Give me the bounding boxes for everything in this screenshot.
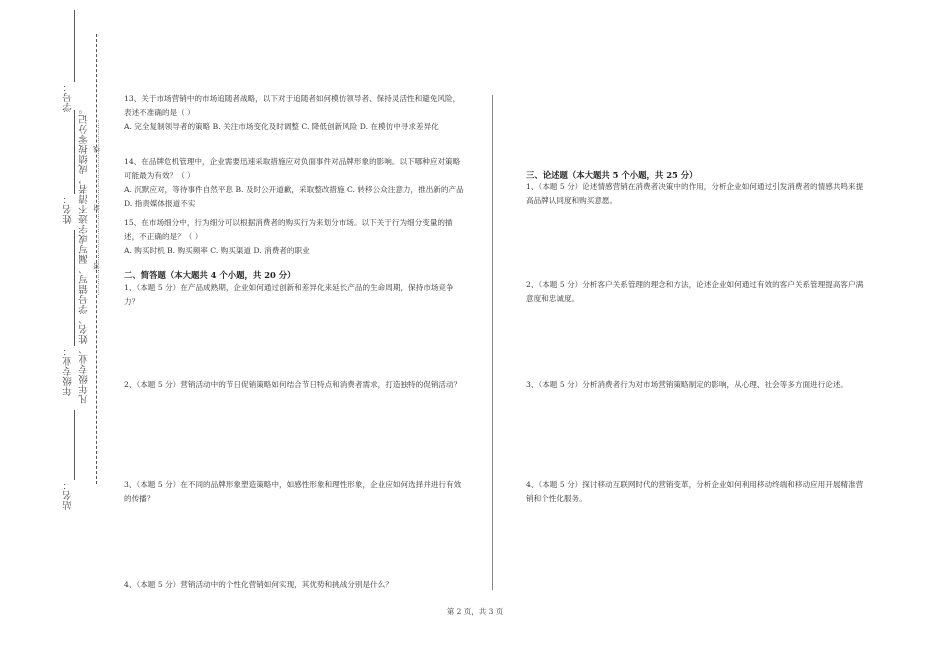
seal-line: …………密……………………封……………………线………… bbox=[93, 120, 101, 296]
warning-text: 凡年级专业、姓名、学号错写、漏写或字迹不清者，成绩按零分记。 bbox=[79, 104, 90, 404]
page-number: 第 2 页，共 3 页 bbox=[446, 607, 504, 616]
station-label: 站名： bbox=[63, 480, 74, 510]
column-divider bbox=[492, 95, 493, 590]
section-2-title: 二、简答题（本大题共 4 个小题，共 20 分） bbox=[124, 270, 296, 280]
short-answer-1 bbox=[124, 281, 464, 309]
question-14-stem: 14、在品牌危机管理中，企业需要迅速采取措施应对负面事件对品牌形象的影响。以下哪种应对策略可能最为有效？（ ） bbox=[124, 157, 461, 180]
short-answer-2-text: 2、（本题 5 分）营销活动中的节日促销策略如何结合节日特点和消费者需求，打造独特的促销活动？ bbox=[124, 380, 462, 389]
question-13-stem: 13、关于市场营销中的市场追随者战略，以下对于追随者如何模仿领导者、保持灵活性和避免风险，表述不准确的是（ ） bbox=[124, 94, 461, 117]
question-15 bbox=[124, 216, 464, 258]
question-14-options: A. 沉默应对，等待事件自然平息 B. 及时公开道歉，采取整改措施 C. 转移公众注意力，推出新的产品 D. 指责媒体报道不实 bbox=[124, 185, 464, 208]
major-label: 年级专业： bbox=[63, 346, 74, 396]
section-3-title: 三、论述题（本大题共 5 个小题，共 25 分） bbox=[526, 170, 698, 180]
cut-line bbox=[96, 34, 97, 484]
question-13 bbox=[124, 92, 464, 134]
short-answer-3 bbox=[124, 478, 464, 506]
name-label: 姓名： bbox=[63, 194, 74, 224]
essay-2-text: 2、（本题 5 分）分析客户关系管理的理念和方法，论述企业如何通过有效的客户关系管理提高客户满意度和忠诚度。 bbox=[526, 280, 864, 303]
short-answer-3-text: 3、（本题 5 分）在不同的品牌形象塑造策略中，如感性形象和理性形象，企业应如何选择并进行有效的传播？ bbox=[124, 480, 462, 503]
essay-3-text: 3、（本题 5 分）分析消费者行为对市场营销策略制定的影响，从心理、社会等多方面进行论述。 bbox=[526, 380, 849, 389]
short-answer-4-text: 4、（本题 5 分）营销活动中的个性化营销如何实现，其优势和挑战分别是什么？ bbox=[124, 580, 393, 589]
student-id-label: 学号： bbox=[63, 82, 74, 112]
essay-4-text: 4、（本题 5 分）探讨移动互联网时代的营销变革，分析企业如何利用移动终端和移动应用开展精准营销和个性化服务。 bbox=[526, 480, 864, 503]
question-14 bbox=[124, 155, 464, 211]
essay-3 bbox=[526, 378, 866, 392]
essay-1 bbox=[526, 180, 866, 208]
question-15-stem: 15、在市场细分中，行为细分可以根据消费者的购买行为来划分市场。以下关于行为细分变量的描述，不正确的是？（ ） bbox=[124, 218, 453, 241]
name-line-mid bbox=[74, 110, 75, 194]
major-line bbox=[74, 230, 75, 346]
question-15-options: A. 购买时机 B. 购买频率 C. 购买渠道 D. 消费者的职业 bbox=[124, 246, 310, 255]
question-13-options: A. 完全复制领导者的策略 B. 关注市场变化及时调整 C. 降低创新风险 D. 在模仿中寻求差异化 bbox=[124, 122, 439, 131]
binding-margin bbox=[0, 0, 110, 672]
short-answer-2 bbox=[124, 378, 464, 392]
name-line-top bbox=[74, 10, 75, 82]
essay-4 bbox=[526, 478, 866, 506]
essay-1-text: 1、（本题 5 分）论述情感营销在消费者决策中的作用，分析企业如何通过引发消费者的情感共鸣来提高品牌认同度和购买意愿。 bbox=[526, 182, 864, 205]
essay-2 bbox=[526, 278, 866, 306]
short-answer-1-text: 1、（本题 5 分）在产品成熟期，企业如何通过创新和差异化来延长产品的生命周期，保持市场竞争力？ bbox=[124, 283, 454, 306]
short-answer-4 bbox=[124, 578, 464, 592]
station-line bbox=[74, 410, 75, 480]
